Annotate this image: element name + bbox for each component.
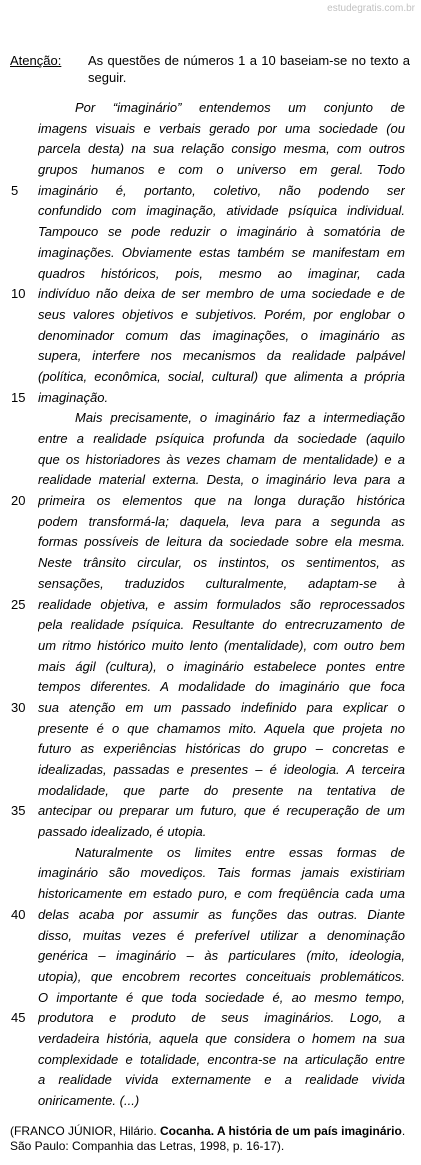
passage-line	[0, 926, 421, 947]
passage-line	[0, 1091, 421, 1112]
line-text: idealizadas, passadas e presentes – é ideologia. A terceira	[38, 762, 405, 777]
passage-line	[0, 636, 421, 657]
line-text: realidade material externa. Desta, o imaginário leva para a	[38, 472, 405, 488]
passage-line	[0, 698, 421, 719]
line-text: imaginário são movediços. Tais formas jamais existiriam	[38, 865, 405, 881]
passage-line	[0, 512, 421, 533]
line-text: parcela desta) na sua relação consigo mesma, com outros	[38, 141, 405, 157]
line-text: entre a realidade psíquica profunda da sociedade (aquilo	[38, 431, 405, 446]
line-number: 45	[11, 1010, 26, 1026]
passage-line	[0, 760, 421, 781]
line-text: presente é o que chamamos mito. Aquela que projeta no	[38, 720, 405, 736]
passage-line	[0, 222, 421, 243]
line-text: supera, interfere nos mecanismos da realidade palpável	[38, 348, 405, 364]
line-text: mais ágil (cultura), o imaginário estabelece pontes entre	[38, 658, 405, 674]
line-text: Neste trânsito circular, os instintos, os sentimentos, as	[38, 555, 405, 571]
line-text: realidade objetiva, e assim formulados são reprocessados	[38, 596, 405, 612]
line-text: historicamente em estado puro, e com freqüência cada uma	[38, 886, 405, 902]
line-text: tempos diferentes. A modalidade do imaginário que foca	[38, 679, 405, 695]
line-number: 5	[11, 182, 19, 198]
attention-note	[10, 52, 410, 86]
line-text: denominador comum das imaginações, o imaginário as	[38, 327, 405, 343]
passage-line	[0, 491, 421, 512]
line-text: sua atenção em um passado indefinido para explicar o	[38, 699, 405, 715]
line-text: podem transformá-la; daquela, leva para a segunda as	[38, 513, 405, 529]
line-text: produtora e produto de seus imaginários. Logo, a	[38, 1010, 405, 1026]
passage-line	[0, 201, 421, 222]
line-text: formas possíveis de leitura da sociedade sobre ela mesma.	[38, 534, 405, 550]
line-text: primeira os elementos que na longa duração histórica	[38, 493, 405, 509]
line-text: passado idealizado, é utopia.	[38, 824, 207, 840]
line-text: grupos humanos e com o universo em geral. Todo	[38, 162, 405, 178]
passage-line	[0, 553, 421, 574]
line-text: a realidade vivida externamente e a realidade vivida	[38, 1072, 405, 1088]
passage-line	[0, 863, 421, 884]
line-text: sensações, traduzidos culturalmente, adaptam-se à	[38, 575, 405, 591]
passage-line	[0, 367, 421, 388]
reference-title: Cocanha. A história de um país imaginário	[160, 1124, 402, 1138]
line-text: um ritmo histórico muito lento (mentalidade), com outro bem	[38, 637, 405, 653]
attention-text: As questões de números 1 a 10 baseiam-se no texto a seguir.	[88, 53, 410, 85]
line-text: imaginário é, portanto, coletivo, não podendo ser	[38, 182, 405, 198]
passage-line	[0, 243, 421, 264]
line-text: Naturalmente os limites entre essas formas de	[75, 844, 405, 860]
passage-line	[0, 388, 421, 409]
line-number: 10	[11, 286, 26, 302]
passage-line	[0, 615, 421, 636]
passage-line	[0, 326, 421, 347]
reference-suffix: . São Paulo: Companhia das Letras, 1998, p. 16-17).	[10, 1124, 406, 1153]
passage-line	[0, 429, 421, 450]
passage-line	[0, 739, 421, 760]
line-text: delas acaba por assumir as funções das outras. Diante	[38, 906, 405, 922]
line-text: quadros históricos, pois, mesmo ao imaginar, cada	[38, 265, 405, 281]
passage-line	[0, 677, 421, 698]
passage-line	[0, 305, 421, 326]
passage-line	[0, 408, 421, 429]
line-number: 25	[11, 596, 26, 612]
passage-line	[0, 988, 421, 1009]
passage-line	[0, 657, 421, 678]
passage-line	[0, 801, 421, 822]
source-reference	[10, 1124, 410, 1154]
passage-line	[0, 967, 421, 988]
line-text: imaginações. Obviamente estas também se manifestam em	[38, 244, 405, 260]
watermark: estudegratis.com.br	[327, 3, 415, 14]
passage-line	[0, 1050, 421, 1071]
line-number: 35	[11, 803, 26, 819]
passage-line	[0, 470, 421, 491]
passage-line	[0, 98, 421, 119]
passage-line	[0, 905, 421, 926]
line-text: (política, econômica, social, cultural) que alimenta a própria	[38, 368, 405, 384]
line-text: utopia), que encobrem recortes conceituais problemáticos.	[38, 968, 405, 984]
line-text: confundido com imaginação, atividade psíquica individual.	[38, 203, 405, 219]
line-text: pela realidade psíquica. Resultante do entrecruzamento de	[38, 617, 405, 633]
line-text: genérica – imaginário – às particulares (mito, ideologia,	[38, 948, 405, 964]
passage-line	[0, 1029, 421, 1050]
line-text: Por “imaginário” entendemos um conjunto de	[75, 100, 405, 115]
passage-line	[0, 719, 421, 740]
passage-line	[0, 139, 421, 160]
passage-line	[0, 1070, 421, 1091]
passage-line	[0, 160, 421, 181]
line-text: disso, muitas vezes é preferível utilizar a denominação	[38, 927, 405, 943]
attention-label: Atenção:	[10, 53, 62, 68]
line-text: imagens visuais e verbais gerado por uma sociedade (ou	[38, 120, 405, 136]
line-text: Tampouco se pode reduzir o imaginário à somatória de	[38, 224, 405, 240]
passage-line	[0, 781, 421, 802]
passage-line	[0, 284, 421, 305]
line-text: modalidade, que parte do presente na tentativa de	[38, 782, 405, 798]
passage-line	[0, 946, 421, 967]
passage-line	[0, 450, 421, 471]
line-text: oniricamente. (...)	[38, 1093, 140, 1108]
passage-line	[0, 843, 421, 864]
line-number: 15	[11, 389, 26, 405]
passage-line	[0, 119, 421, 140]
line-text: futuro as experiências históricas do grupo – concretas e	[38, 741, 405, 757]
line-number: 20	[11, 493, 26, 509]
line-text: Mais precisamente, o imaginário faz a intermediação	[75, 410, 405, 426]
line-text: verdadeira história, aquela que considera o homem na sua	[38, 1030, 405, 1046]
passage-line	[0, 822, 421, 843]
passage-line	[0, 532, 421, 553]
line-number: 30	[11, 699, 26, 715]
line-text: seus valores objetivos e subjetivos. Porém, por englobar o	[38, 306, 405, 322]
line-text: imaginação.	[38, 389, 109, 405]
line-text: antecipar ou preparar um futuro, que é recuperação de um	[38, 803, 405, 819]
line-number: 40	[11, 906, 26, 922]
line-text: indivíduo não deixa de ser membro de uma sociedade e de	[38, 286, 405, 302]
passage-line	[0, 264, 421, 285]
passage-line	[0, 1008, 421, 1029]
passage-line	[0, 346, 421, 367]
passage-line	[0, 181, 421, 202]
line-text: que os historiadores às vezes chamam de mentalidade) e a	[38, 451, 405, 467]
line-text: complexidade e totalidade, encontra-se na articulação entre	[38, 1051, 405, 1067]
passage-line	[0, 595, 421, 616]
reference-prefix: (FRANCO JÚNIOR, Hilário.	[10, 1124, 161, 1138]
passage-text	[0, 98, 421, 1112]
line-text: O importante é que toda sociedade é, ao mesmo tempo,	[38, 989, 405, 1005]
passage-line	[0, 884, 421, 905]
passage-line	[0, 574, 421, 595]
